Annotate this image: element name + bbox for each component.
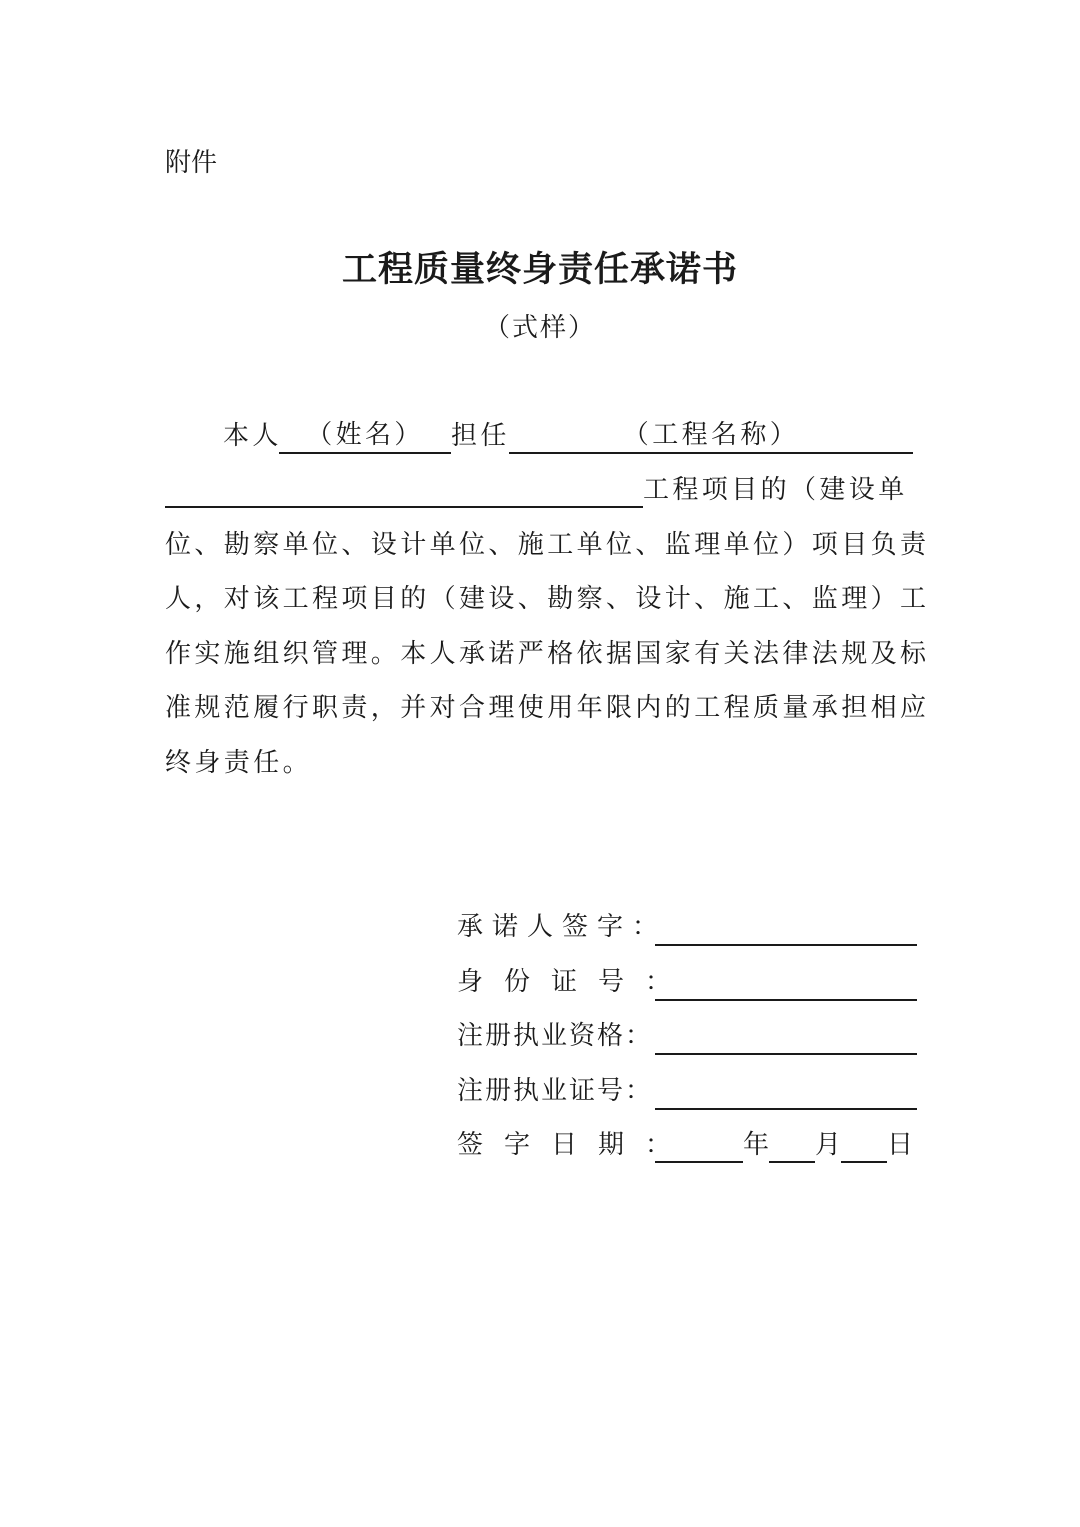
day-blank[interactable] <box>841 1125 887 1163</box>
signer-signature-row <box>457 907 917 947</box>
line-2-tail: 工程项目的（建设单 <box>643 475 908 505</box>
attachment-label: 附件 <box>165 148 218 178</box>
signing-date-row <box>457 1125 917 1165</box>
certificate-number-row <box>457 1071 917 1111</box>
year-blank[interactable] <box>655 1125 743 1163</box>
pledge-line-4: 人，对该工程项目的（建设、勘察、设计、施工、监理）工 <box>165 584 930 614</box>
project-blank[interactable] <box>509 418 913 454</box>
qualification-line[interactable] <box>655 1053 917 1055</box>
pledge-line-5: 作实施组织管理。本人承诺严格依据国家有关法律法规及标 <box>165 639 930 669</box>
project-placeholder: （工程名称） <box>622 420 800 450</box>
year-unit: 年 <box>743 1130 770 1160</box>
pledge-line-6: 准规范履行职责，并对合理使用年限内的工程质量承担相应 <box>165 693 930 723</box>
name-placeholder: （姓名） <box>306 420 424 450</box>
pledge-line-2 <box>165 472 917 508</box>
qualification-row <box>457 1016 917 1056</box>
pledge-line-1 <box>165 418 917 454</box>
month-blank[interactable] <box>769 1125 815 1163</box>
certificate-number-line[interactable] <box>655 1108 917 1110</box>
document-subtitle: （式样） <box>483 313 596 343</box>
project-blank-continued[interactable] <box>165 472 643 508</box>
id-number-line[interactable] <box>655 999 917 1001</box>
role-word: 担任 <box>451 421 510 451</box>
certificate-number-label: 注册执业证号： <box>457 1076 654 1106</box>
name-blank[interactable] <box>279 418 451 454</box>
pledge-line-3: 位、勘察单位、设计单位、施工单位、监理单位）项目负责 <box>165 530 930 560</box>
qualification-label: 注册执业资格： <box>457 1021 654 1051</box>
document-title: 工程质量终身责任承诺书 <box>341 250 738 290</box>
pledge-line-7: 终身责任。 <box>165 748 313 778</box>
signer-label: 承诺人签字： <box>457 912 668 942</box>
month-unit: 月 <box>815 1130 842 1160</box>
date-fields <box>655 1125 913 1165</box>
signer-signature-line[interactable] <box>655 944 917 946</box>
intro-prefix: 本人 <box>223 421 282 451</box>
day-unit: 日 <box>887 1130 914 1160</box>
signing-date-label: 签字日期： <box>457 1130 693 1160</box>
id-number-row <box>457 962 917 1002</box>
id-number-label: 身份证号： <box>457 967 693 997</box>
